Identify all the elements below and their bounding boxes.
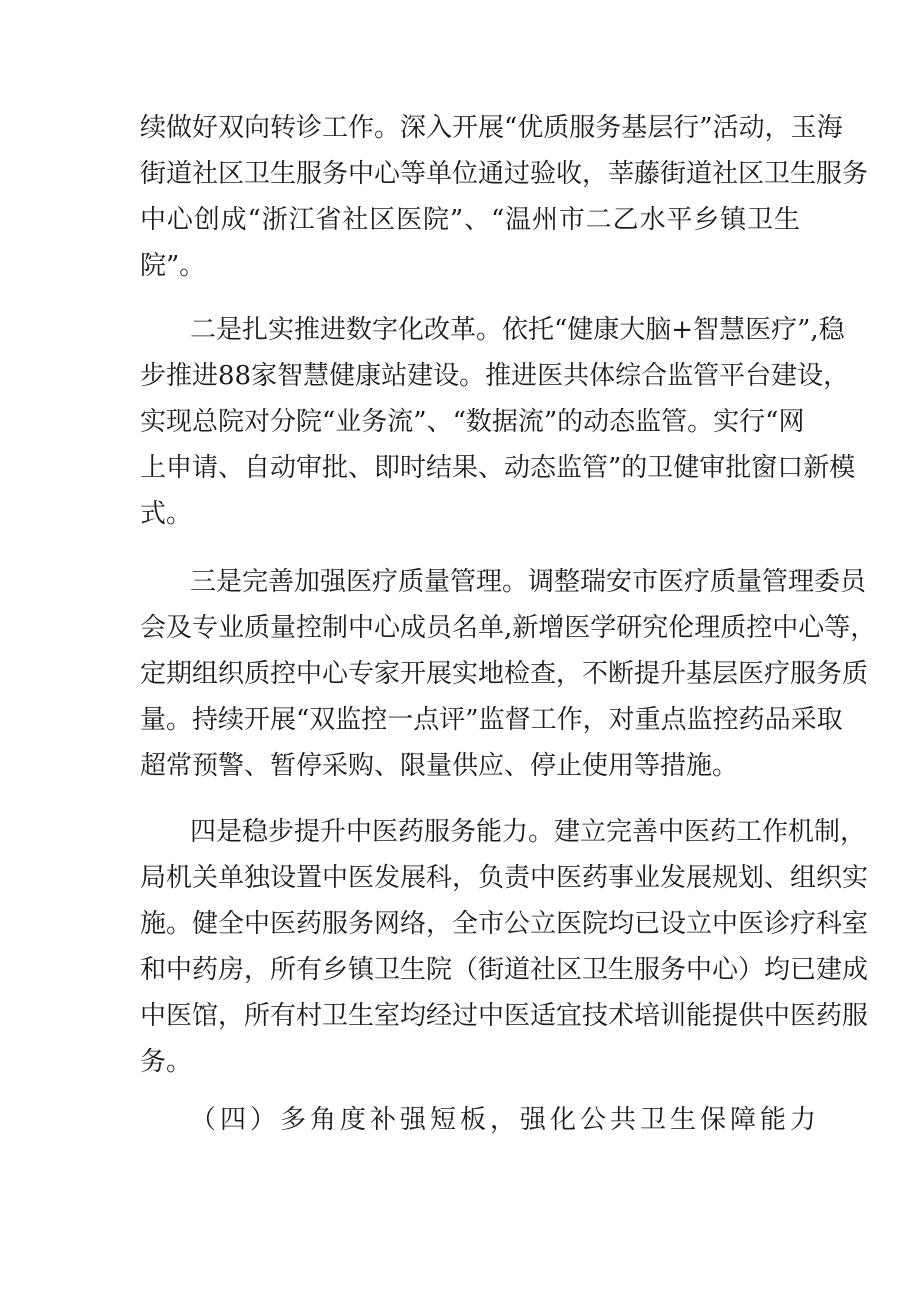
- paragraph-1-line-2: 街道社区卫生服务中心等单位通过验收，莘藤街道社区卫生服务: [140, 159, 869, 189]
- paragraph-2-line-2: 步推进88家智慧健康站建设。推进医共体综合监管平台建设，: [140, 361, 850, 391]
- paragraph-3-line-5: 超常预警、暂停采购、限量供应、停止使用等措施。: [140, 751, 739, 781]
- paragraph-2-line-5: 式。: [140, 499, 193, 529]
- paragraph-3-line-3: 定期组织质控中心专家开展实地检查，不断提升基层医疗服务质: [140, 659, 869, 689]
- paragraph-4-line-6: 务。: [140, 1047, 193, 1077]
- paragraph-3-line-2: 会及专业质量控制中心成员名单,新增医学研究伦理质控中心等，: [140, 613, 877, 643]
- paragraph-1-line-3: 中心创成“浙江省社区医院”、“温州市二乙水平乡镇卫生: [140, 205, 800, 235]
- paragraph-2-line-1: 二是扎实推进数字化改革。依托“健康大脑+智慧医疗”,稳: [190, 315, 845, 345]
- paragraph-4-line-5: 中医馆，所有村卫生室均经过中医适宜技术培训能提供中医药服: [140, 1001, 869, 1031]
- paragraph-4-line-3: 施。健全中医药服务网络，全市公立医院均已设立中医诊疗科室: [140, 909, 869, 939]
- paragraph-3-line-1: 三是完善加强医疗质量管理。调整瑞安市医疗质量管理委员: [190, 567, 867, 597]
- paragraph-2-line-3: 实现总院对分院“业务流”、“数据流”的动态监管。实行“网: [140, 407, 805, 437]
- paragraph-1-line-4: 院”。: [140, 251, 206, 281]
- paragraph-4-line-1: 四是稳步提升中医药服务能力。建立完善中医药工作机制，: [190, 817, 867, 847]
- paragraph-1-line-1: 续做好双向转诊工作。深入开展“优质服务基层行”活动，玉海: [140, 113, 843, 143]
- paragraph-3-line-4: 量。持续开展“双监控一点评”监督工作，对重点监控药品采取: [140, 705, 843, 735]
- paragraph-4-line-4: 和中药房，所有乡镇卫生院（街道社区卫生服务中心）均已建成: [140, 955, 869, 985]
- section-heading: （四）多角度补强短板，强化公共卫生保障能力: [190, 1105, 821, 1135]
- paragraph-2-line-4: 上申请、自动审批、即时结果、动态监管”的卫健审批窗口新模: [140, 453, 856, 483]
- paragraph-4-line-2: 局机关单独设置中医发展科，负责中医药事业发展规划、组织实: [140, 863, 869, 893]
